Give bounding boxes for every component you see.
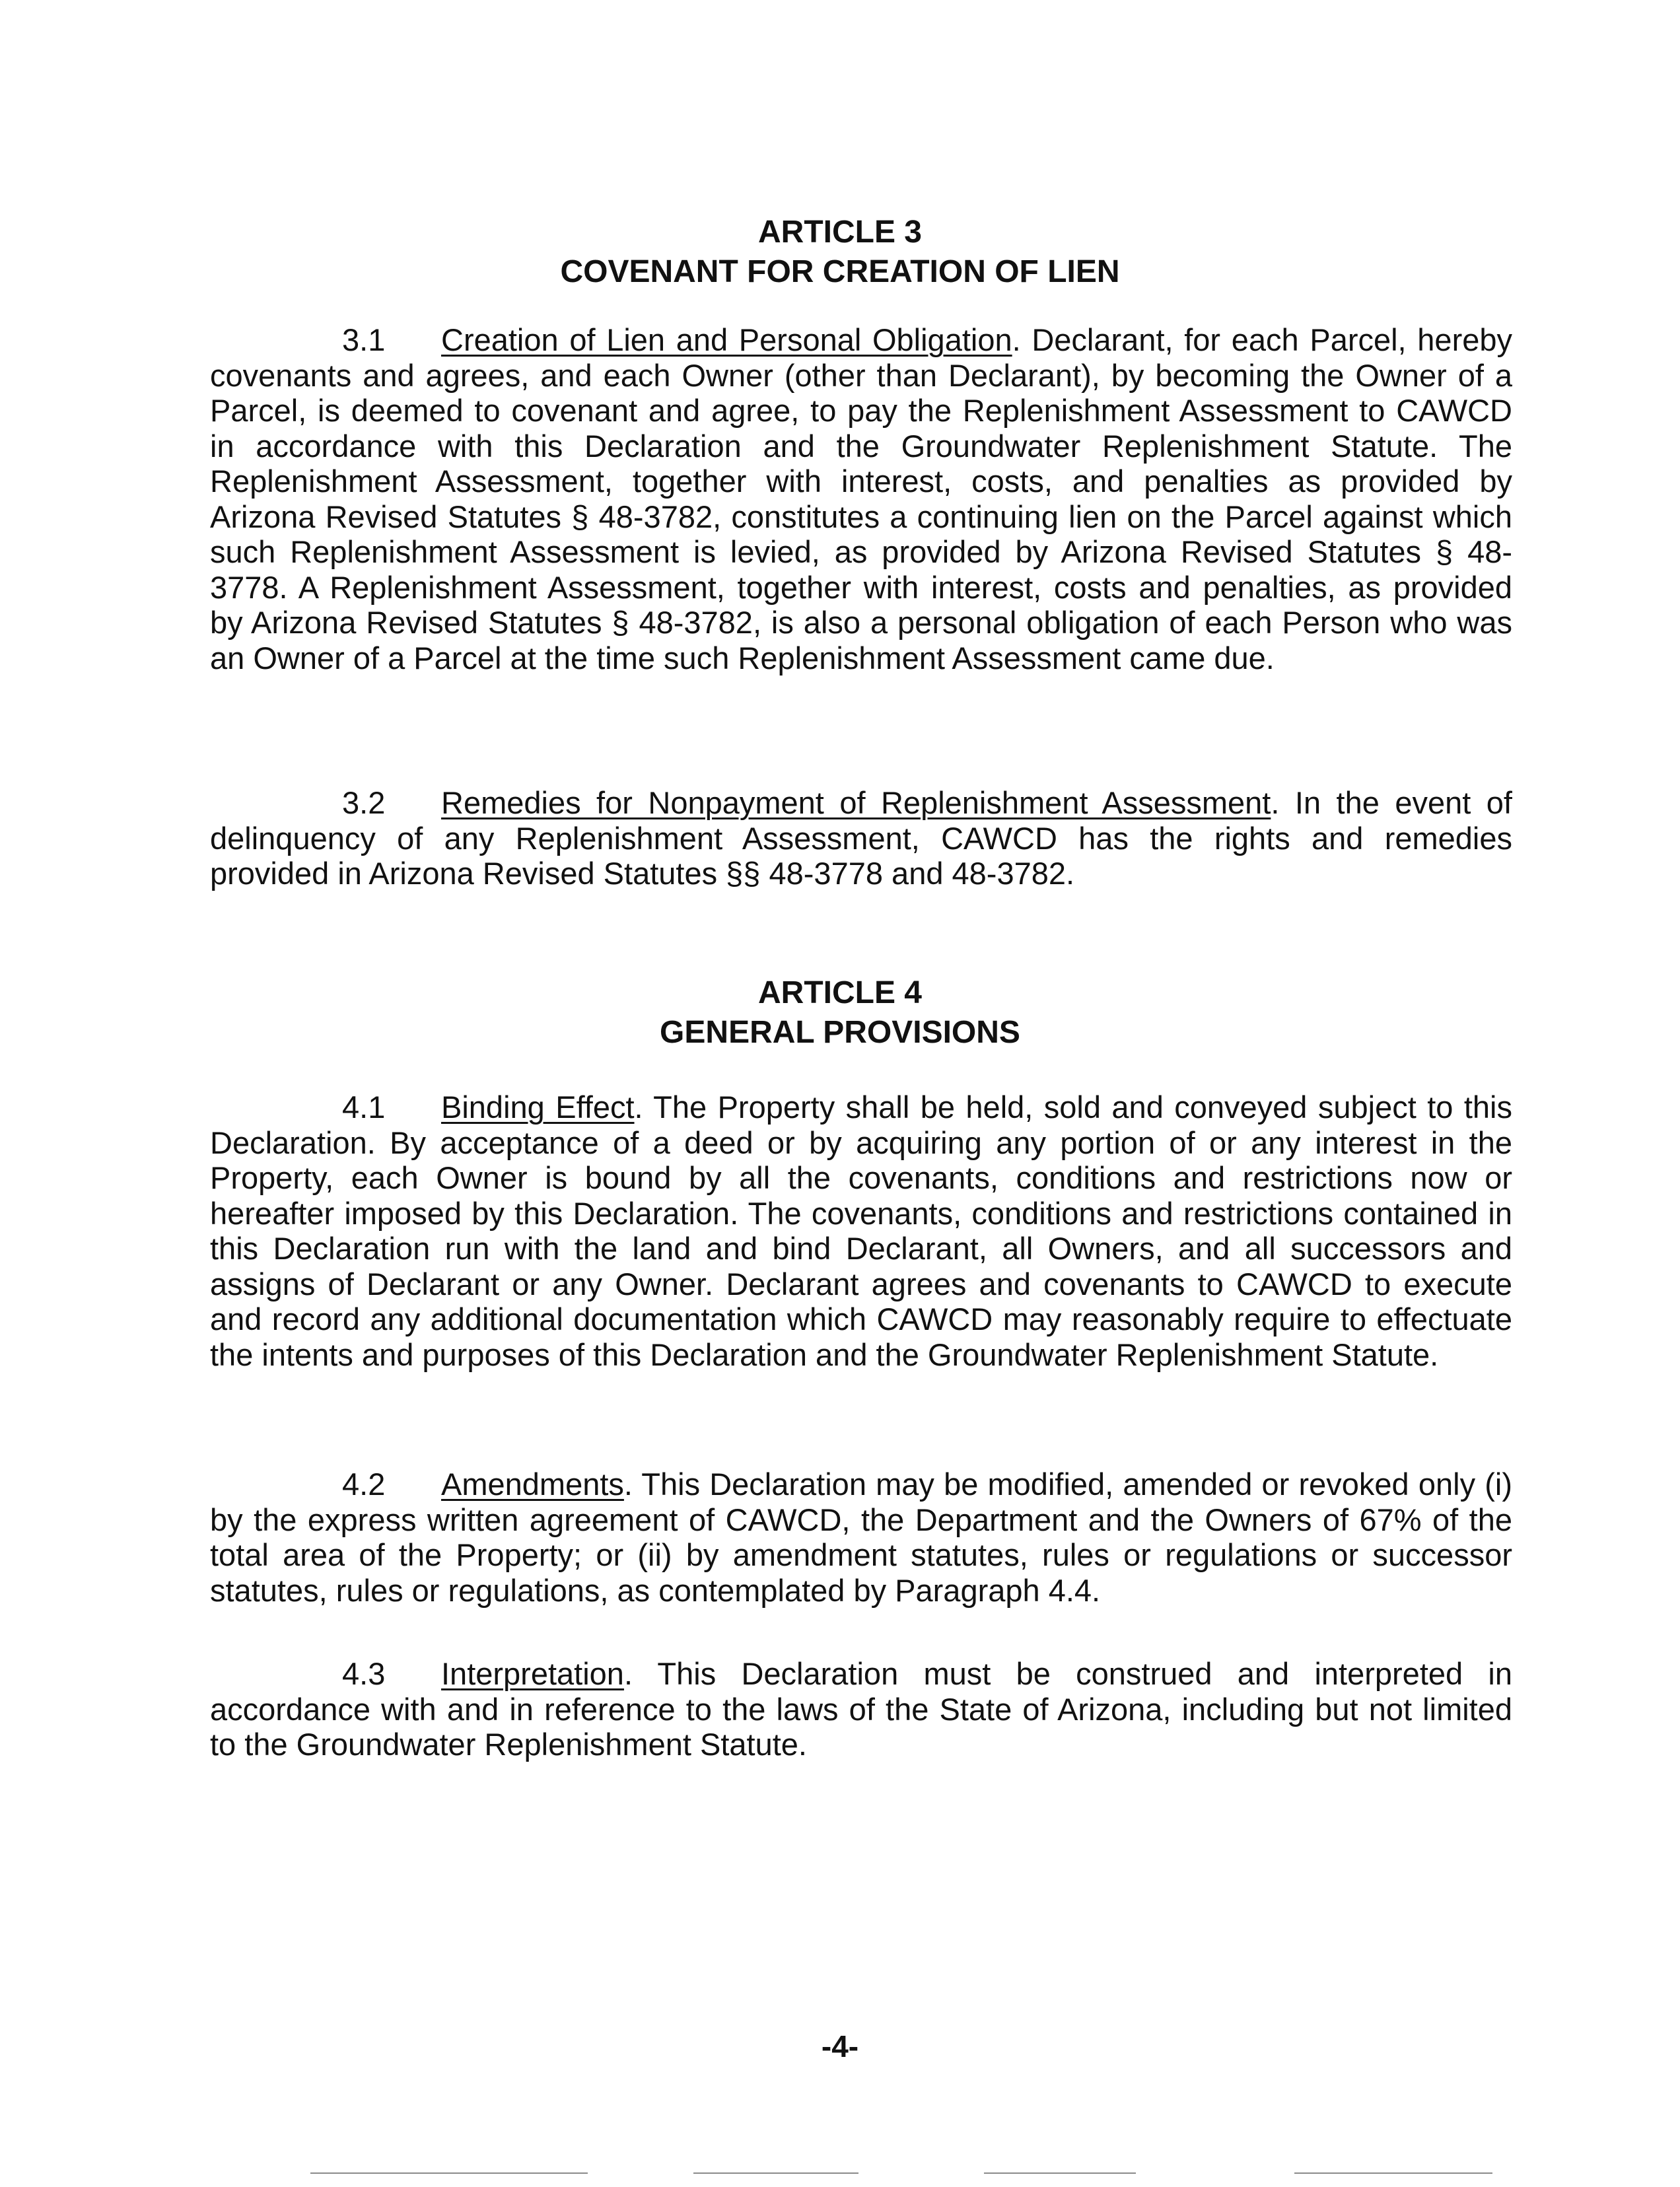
page-number: -4- [821, 2029, 859, 2064]
scan-artifact-line [310, 2172, 588, 2174]
section-title: Binding Effect [441, 1090, 635, 1125]
section-body: . This Declaration must be construed and interpreted in accordance with and in reference to the laws of the State of Arizona, including but not limited to the Groundwater Replenishment Statute. [210, 1656, 1512, 1762]
section-3-2 [210, 785, 1512, 891]
section-body: . In the event of delinquency of any Replenishment Assessment, CAWCD has the rights and remedies provided in Arizona Revised Statutes §§ 48-3778 and 48-3782. [210, 785, 1512, 891]
scan-artifact-line [693, 2172, 858, 2174]
article-3-heading [0, 213, 1680, 292]
section-number: 3.2 [342, 785, 386, 820]
section-body: . The Property shall be held, sold and conveyed subject to this Declaration. By acceptance of a deed or by acquiring any portion of or any interest in the Property, each Owner is bound by all the covenants, conditions and restrictions now or hereafter imposed by this Declaration. The covenants, conditions and restrictions contained in this Declaration run with the land and bind Declarant, all Owners, and all successors and assigns of Declarant or any Owner. Declarant agrees and covenants to CAWCD to execute and record any additional documentation which CAWCD may reasonably require to effectuate the intents and purposes of this Declaration and the Groundwater Replenishment Statute. [210, 1090, 1512, 1372]
article-4-number: ARTICLE 4 [757, 975, 922, 1010]
section-title: Creation of Lien and Personal Obligation [441, 322, 1012, 357]
section-3-1 [210, 322, 1512, 676]
section-4-1 [210, 1090, 1512, 1372]
section-number: 4.2 [342, 1467, 386, 1502]
section-body: . This Declaration may be modified, amended or revoked only (i) by the express written agreement of CAWCD, the Department and the Owners of 67% of the total area of the Property; or (ii) by amendment statutes, rules or regulations or successor statutes, rules or regulations, as contemplated by Paragraph 4.4. [210, 1467, 1512, 1608]
section-body: . Declarant, for each Parcel, hereby covenants and agrees, and each Owner (other than Declarant), by becoming the Owner of a Parcel, is deemed to covenant and agree, to pay the Replenishment Assessment to CAWCD in accordance with this Declaration and the Groundwater Replenishment Statute. The Replenishment Assessment, together with interest, costs, and penalties as provided by Arizona Revised Statutes § 48-3782, constitutes a continuing lien on the Parcel against which such Replenishment Assessment is levied, as provided by Arizona Revised Statutes § 48-3778. A Replenishment Assessment, together with interest, costs and penalties, as provided by Arizona Revised Statutes § 48-3782, is also a personal obligation of each Person who was an Owner of a Parcel at the time such Replenishment Assessment came due. [210, 322, 1512, 676]
article-3-number: ARTICLE 3 [757, 215, 922, 250]
article-4-heading [0, 973, 1680, 1053]
article-4-title: GENERAL PROVISIONS [660, 1015, 1020, 1050]
section-title: Remedies for Nonpayment of Replenishment Assessment [441, 785, 1271, 820]
section-4-2 [210, 1467, 1512, 1608]
section-number: 4.3 [342, 1656, 386, 1691]
section-number: 4.1 [342, 1090, 386, 1125]
scan-artifact-line [1294, 2172, 1492, 2174]
section-title: Amendments [441, 1467, 624, 1502]
section-title: Interpretation [441, 1656, 624, 1691]
article-3-title: COVENANT FOR CREATION OF LIEN [560, 254, 1120, 289]
section-number: 3.1 [342, 322, 386, 357]
scan-artifact-line [984, 2172, 1136, 2174]
section-4-3 [210, 1656, 1512, 1762]
